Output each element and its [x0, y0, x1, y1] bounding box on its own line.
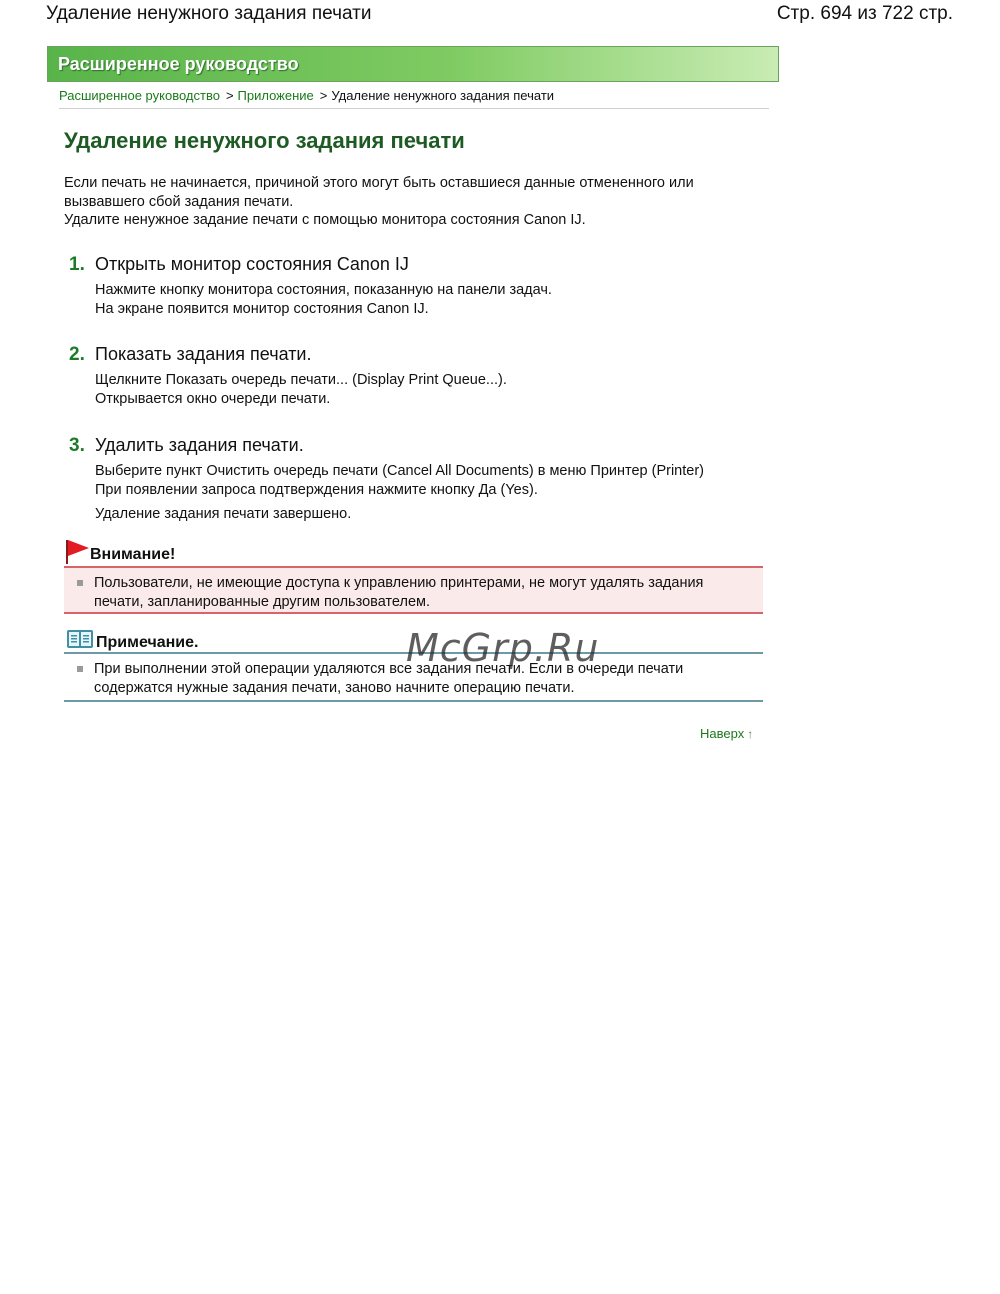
step-result: Удаление задания печати завершено.: [95, 506, 352, 522]
banner-label: Расширенное руководство: [58, 54, 299, 74]
breadcrumb-current: Удаление ненужного задания печати: [331, 88, 555, 103]
watermark: McGrp.Ru: [406, 626, 600, 670]
intro-text: [64, 174, 764, 230]
intro-line: вызвавшего сбой задания печати.: [64, 193, 294, 210]
step-line: Нажмите кнопку монитора состояния, показанную на панели задач.: [95, 282, 552, 298]
caution-heading: [64, 538, 764, 566]
page-header-title: Удаление ненужного задания печати: [46, 3, 372, 24]
caution-box: [64, 566, 763, 614]
note-label: Примечание.: [96, 634, 199, 651]
breadcrumb: [59, 88, 554, 103]
bullet-square-icon: [77, 580, 83, 586]
step-line: При появлении запроса подтверждения нажмите кнопку Да (Yes).: [95, 481, 538, 498]
book-icon: [66, 628, 94, 655]
bullet-square-icon: [77, 666, 83, 672]
breadcrumb-separator: >: [225, 88, 234, 103]
back-to-top-label: Наверх: [700, 726, 745, 741]
step-title: Открыть монитор состояния Canon IJ: [95, 254, 409, 274]
caution-label: Внимание!: [90, 546, 176, 563]
step-number: 2.: [69, 344, 85, 365]
step-line: Щелкните Показать очередь печати... (Display Print Queue...).: [95, 372, 507, 388]
step-title: Показать задания печати.: [95, 344, 312, 364]
page-counter: Стр. 694 из 722 стр.: [776, 3, 953, 24]
arrow-up-icon: ↑: [747, 727, 754, 741]
intro-line: Удалите ненужное задание печати с помощью монитора состояния Canon IJ.: [64, 212, 586, 228]
step-number: 1.: [69, 254, 85, 275]
page-title: Удаление ненужного задания печати: [64, 128, 465, 153]
breadcrumb-separator: >: [319, 88, 328, 103]
caution-line: печати, запланированные другим пользователем.: [94, 593, 431, 610]
step-body: [95, 462, 775, 524]
step-number: 3.: [69, 435, 85, 456]
intro-line: Если печать не начинается, причиной этого могут быть оставшиеся данные отмененного или: [64, 175, 694, 191]
breadcrumb-divider: [59, 108, 769, 109]
step-line: На экране появится монитор состояния Canon IJ.: [95, 300, 429, 317]
breadcrumb-link-advanced-guide[interactable]: Расширенное руководство: [59, 88, 220, 103]
caution-line: Пользователи, не имеющие доступа к управлению принтерами, не могут удалять задания: [94, 575, 704, 591]
guide-banner: [47, 46, 779, 82]
breadcrumb-link-appendix[interactable]: Приложение: [237, 88, 314, 103]
back-to-top-link[interactable]: [700, 726, 753, 741]
step-body: [95, 281, 775, 318]
step-line: Открывается окно очереди печати.: [95, 390, 331, 407]
step-body: [95, 371, 775, 408]
note-line: При выполнении этой операции удаляются все задания печати. Если в очереди печати: [94, 661, 684, 677]
step-line: Выберите пункт Очистить очередь печати (Cancel All Documents) в меню Принтер (Printer): [95, 463, 704, 479]
step-title: Удалить задания печати.: [95, 435, 304, 455]
note-line: содержатся нужные задания печати, заново начните операцию печати.: [94, 679, 575, 696]
